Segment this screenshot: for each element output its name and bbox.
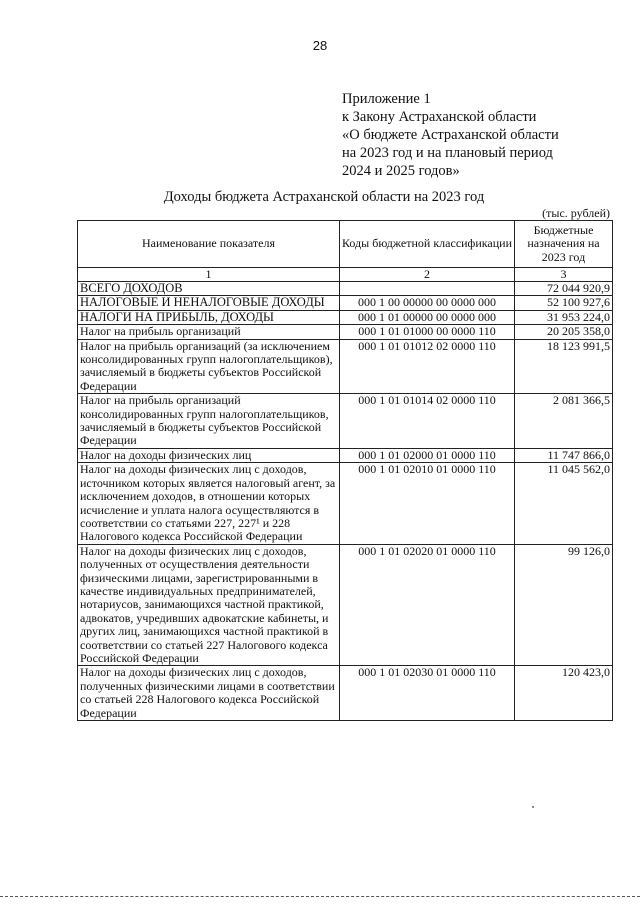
row-amount: 20 205 358,0 (515, 325, 613, 339)
row-name: Налог на доходы физических лиц с доходов, полученных физическими лицами в соответствии со статьей 228 Налогового кодекса Российской Федерации (78, 666, 340, 721)
row-amount: 72 044 920,9 (515, 282, 613, 296)
row-amount: 31 953 224,0 (515, 310, 613, 324)
row-name: Налог на прибыль организаций (78, 325, 340, 339)
page-number: 28 (312, 38, 328, 53)
row-code: 000 1 01 02010 01 0000 110 (340, 463, 515, 544)
row-amount: 120 423,0 (515, 666, 613, 721)
appendix-line: Приложение 1 (342, 91, 431, 107)
table-row (78, 296, 613, 310)
row-name: Налог на прибыль организаций консолидированных групп налогоплательщиков, зачисляемый в бюджеты субъектов Российской Федерации (78, 394, 340, 449)
row-code: 000 1 01 00000 00 0000 000 (340, 310, 515, 324)
column-number: 1 (78, 268, 340, 282)
row-name: НАЛОГОВЫЕ И НЕНАЛОГОВЫЕ ДОХОДЫ (78, 296, 340, 310)
table-row (78, 325, 613, 339)
table-row (78, 448, 613, 462)
row-code (340, 282, 515, 296)
table-row (78, 463, 613, 544)
page-bottom-edge (0, 896, 640, 897)
column-number: 3 (515, 268, 613, 282)
row-amount: 11 747 866,0 (515, 448, 613, 462)
row-name: НАЛОГИ НА ПРИБЫЛЬ, ДОХОДЫ (78, 310, 340, 324)
header-amount: Бюджетные назначения на 2023 год (515, 221, 613, 268)
row-name: Налог на доходы физических лиц с доходов, полученных от осуществления деятельности физическими лицами, зарегистрированными в качестве индивидуальных предпринимателей, нотариусов, занимающихся частной практикой, адвокатов, учредивших адвокатские кабинеты, и других лиц, занимающихся частной практикой в соответствии со статьей 227 Налогового кодекса Российской Федерации (78, 544, 340, 666)
appendix-line: «О бюджете Астраханской области (342, 127, 559, 143)
row-code: 000 1 01 02030 01 0000 110 (340, 666, 515, 721)
column-number-row (78, 268, 613, 282)
row-amount: 52 100 927,6 (515, 296, 613, 310)
row-name: Налог на прибыль организаций (за исключением консолидированных групп налогоплательщиков), зачисляемый в бюджеты субъектов Российской Федерации (78, 339, 340, 394)
table-row (78, 339, 613, 394)
document-title: Доходы бюджета Астраханской области на 2023 год (163, 189, 485, 205)
row-amount: 11 045 562,0 (515, 463, 613, 544)
appendix-line: на 2023 год и на плановый период (342, 145, 553, 161)
header-code: Коды бюджетной классификации (340, 221, 515, 268)
row-code: 000 1 01 02020 01 0000 110 (340, 544, 515, 666)
table-row (78, 282, 613, 296)
row-amount: 18 123 991,5 (515, 339, 613, 394)
row-name: Налог на доходы физических лиц (78, 448, 340, 462)
header-name: Наименование показателя (78, 221, 340, 268)
table-row (78, 394, 613, 449)
table-row (78, 310, 613, 324)
table-header-row (78, 221, 613, 268)
revenue-table (77, 220, 613, 721)
column-number: 2 (340, 268, 515, 282)
row-amount: 2 081 366,5 (515, 394, 613, 449)
table-row (78, 666, 613, 721)
units-label: (тыс. рублей) (542, 206, 610, 220)
row-code: 000 1 01 01012 02 0000 110 (340, 339, 515, 394)
row-code: 000 1 01 01000 00 0000 110 (340, 325, 515, 339)
row-code: 000 1 00 00000 00 0000 000 (340, 296, 515, 310)
table-row (78, 544, 613, 666)
appendix-line: 2024 и 2025 годов» (342, 163, 460, 179)
row-code: 000 1 01 02000 01 0000 110 (340, 448, 515, 462)
row-name: ВСЕГО ДОХОДОВ (78, 282, 340, 296)
scan-speck (532, 806, 534, 808)
row-amount: 99 126,0 (515, 544, 613, 666)
appendix-header (342, 90, 559, 180)
row-code: 000 1 01 01014 02 0000 110 (340, 394, 515, 449)
row-name: Налог на доходы физических лиц с доходов, источником которых является налоговый агент, за исключением доходов, в отношении которых исчисление и уплата налога осуществляются в соответствии со статьями 227, 227¹ и 228 Налогового кодекса Российской Федерации (78, 463, 340, 544)
appendix-line: к Закону Астраханской области (342, 109, 537, 125)
